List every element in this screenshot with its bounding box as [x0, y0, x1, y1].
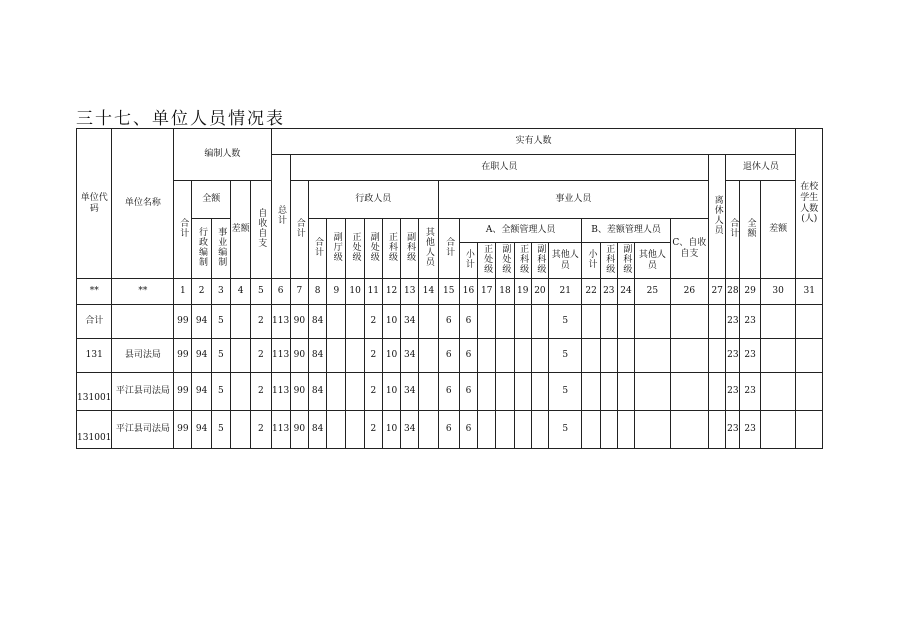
cell: 6 — [459, 373, 477, 411]
cell: 94 — [192, 305, 211, 339]
cell — [709, 373, 726, 411]
cell — [617, 339, 634, 373]
cell — [635, 373, 670, 411]
cell — [760, 339, 796, 373]
cell: 99 — [174, 373, 192, 411]
bianzhi-header: 编制人数 — [174, 129, 271, 181]
index-cell: 31 — [796, 279, 823, 305]
cell — [230, 339, 250, 373]
cell: 6 — [438, 305, 459, 339]
table-row — [77, 373, 823, 411]
cell — [496, 373, 514, 411]
cell — [327, 411, 346, 449]
retired-heji-header: 合计 — [726, 181, 740, 279]
cell — [617, 305, 634, 339]
a-zheng-chu-header: 正处级 — [478, 243, 496, 279]
cell — [230, 373, 250, 411]
cell: 6 — [459, 339, 477, 373]
cell: 5 — [211, 305, 230, 339]
lixiu-header: 离休人员 — [709, 155, 726, 279]
a-qita-header: 其他人员 — [549, 243, 582, 279]
cell — [760, 373, 796, 411]
row-code: 131001 — [77, 411, 112, 449]
cell — [496, 339, 514, 373]
cell: 99 — [174, 305, 192, 339]
cell — [478, 305, 496, 339]
cell: 5 — [549, 373, 582, 411]
cell: 2 — [251, 411, 271, 449]
index-cell: 23 — [600, 279, 617, 305]
zheng-chu-header: 正处级 — [346, 219, 364, 279]
xz-heji-header: 合计 — [308, 219, 326, 279]
page-title: 三十七、单位人员情况表 — [76, 109, 285, 129]
xingzheng-header: 行政人员 — [308, 181, 438, 219]
cell — [635, 411, 670, 449]
b-fu-ke-header: 副科级 — [617, 243, 634, 279]
index-cell: 25 — [635, 279, 670, 305]
in-service-heji-header: 合计 — [290, 181, 308, 279]
cell — [617, 373, 634, 411]
cell: 94 — [192, 411, 211, 449]
cell — [346, 373, 364, 411]
retired-quan-e-header: 全额 — [740, 181, 760, 279]
cell — [600, 411, 617, 449]
index-cell: 20 — [531, 279, 548, 305]
cell: 94 — [192, 339, 211, 373]
index-cell: 10 — [346, 279, 364, 305]
zongji-header: 总计 — [271, 155, 290, 279]
cell: 10 — [382, 339, 400, 373]
cell — [230, 411, 250, 449]
heji-header: 合计 — [174, 181, 192, 279]
retired-header: 退休人员 — [726, 155, 796, 181]
cell — [600, 305, 617, 339]
sy-heji-header: 合计 — [438, 219, 459, 279]
cell — [514, 411, 531, 449]
cell: 23 — [740, 411, 760, 449]
cell: 84 — [308, 305, 326, 339]
cell — [670, 411, 708, 449]
cell: 90 — [290, 305, 308, 339]
index-cell: 11 — [364, 279, 382, 305]
index-cell: 24 — [617, 279, 634, 305]
cell — [670, 373, 708, 411]
cell — [514, 339, 531, 373]
cell: 90 — [290, 411, 308, 449]
index-cell: 22 — [582, 279, 600, 305]
index-cell: 2 — [192, 279, 211, 305]
cell: 99 — [174, 339, 192, 373]
cell: 90 — [290, 373, 308, 411]
cell — [327, 305, 346, 339]
cell — [496, 305, 514, 339]
cell: 6 — [459, 305, 477, 339]
in-service-header: 在职人员 — [290, 155, 708, 181]
cell — [635, 339, 670, 373]
index-cell: 9 — [327, 279, 346, 305]
index-cell: 1 — [174, 279, 192, 305]
cell: 23 — [726, 411, 740, 449]
cell: 6 — [438, 339, 459, 373]
cell — [582, 373, 600, 411]
cell: 99 — [174, 411, 192, 449]
unit-code-header: 单位代码 — [77, 129, 112, 279]
row-code: 131 — [77, 339, 112, 373]
cell — [760, 305, 796, 339]
cell — [531, 411, 548, 449]
cell — [600, 373, 617, 411]
cell: 23 — [740, 373, 760, 411]
fu-chu-header: 副处级 — [364, 219, 382, 279]
zheng-ke-header: 正科级 — [382, 219, 400, 279]
index-code: ** — [77, 279, 112, 305]
cell: 23 — [726, 373, 740, 411]
b-zheng-ke-header: 正科级 — [600, 243, 617, 279]
cell — [531, 305, 548, 339]
cell — [796, 373, 823, 411]
index-cell: 16 — [459, 279, 477, 305]
index-cell: 28 — [726, 279, 740, 305]
index-cell: 19 — [514, 279, 531, 305]
cell: 113 — [271, 373, 290, 411]
shiye-header: 事业人员 — [438, 181, 708, 219]
students-header: 在校学生人数(人) — [796, 129, 823, 279]
cell: 34 — [401, 305, 419, 339]
index-name: ** — [112, 279, 174, 305]
cell: 2 — [364, 411, 382, 449]
cell: 113 — [271, 339, 290, 373]
xingzheng-bianzhi-header: 行政编制 — [192, 219, 211, 279]
cell: 6 — [438, 373, 459, 411]
b-xiaoji-header: 小计 — [582, 243, 600, 279]
cell: 94 — [192, 373, 211, 411]
cell — [514, 373, 531, 411]
retired-cha-e-header: 差额 — [760, 181, 796, 279]
xz-qita-header: 其他人员 — [419, 219, 438, 279]
cell — [531, 373, 548, 411]
cell: 5 — [211, 373, 230, 411]
index-cell: 15 — [438, 279, 459, 305]
unit-personnel-table — [76, 128, 823, 449]
cell — [709, 339, 726, 373]
cell: 2 — [251, 305, 271, 339]
cell: 2 — [364, 373, 382, 411]
cell: 84 — [308, 339, 326, 373]
row-code: 131001 — [77, 373, 112, 411]
cell: 5 — [549, 411, 582, 449]
c-group-header: C、自收自支 — [670, 219, 708, 279]
cell — [478, 373, 496, 411]
index-cell: 29 — [740, 279, 760, 305]
row-name: 县司法局 — [112, 339, 174, 373]
row-code: 合计 — [77, 305, 112, 339]
header-row-1 — [77, 129, 823, 155]
table-row — [77, 305, 823, 339]
cell — [796, 411, 823, 449]
cell — [709, 305, 726, 339]
b-group-header: B、差额管理人员 — [582, 219, 670, 243]
cell: 5 — [549, 305, 582, 339]
cell — [670, 305, 708, 339]
index-cell: 27 — [709, 279, 726, 305]
index-cell: 30 — [760, 279, 796, 305]
index-cell: 18 — [496, 279, 514, 305]
cell — [346, 411, 364, 449]
row-name: 平江县司法局 — [112, 411, 174, 449]
cell — [514, 305, 531, 339]
cell: 10 — [382, 411, 400, 449]
zishou-header: 自收自支 — [251, 181, 271, 279]
cell: 23 — [740, 305, 760, 339]
cell: 34 — [401, 339, 419, 373]
unit-name-header: 单位名称 — [112, 129, 174, 279]
index-cell: 14 — [419, 279, 438, 305]
cell: 84 — [308, 373, 326, 411]
index-row — [77, 279, 823, 305]
cell: 2 — [251, 373, 271, 411]
cell — [419, 373, 438, 411]
cell — [760, 411, 796, 449]
cell: 5 — [211, 411, 230, 449]
index-cell: 4 — [230, 279, 250, 305]
cell: 6 — [438, 411, 459, 449]
a-xiaoji-header: 小计 — [459, 243, 477, 279]
index-cell: 21 — [549, 279, 582, 305]
cell: 10 — [382, 373, 400, 411]
cell — [635, 305, 670, 339]
cell: 23 — [740, 339, 760, 373]
a-fu-chu-header: 副处级 — [496, 243, 514, 279]
index-cell: 17 — [478, 279, 496, 305]
index-cell: 26 — [670, 279, 708, 305]
index-cell: 12 — [382, 279, 400, 305]
cell — [582, 339, 600, 373]
cell — [478, 339, 496, 373]
cell: 2 — [364, 305, 382, 339]
cell — [617, 411, 634, 449]
cell — [419, 339, 438, 373]
cell: 113 — [271, 411, 290, 449]
a-zheng-ke-header: 正科级 — [514, 243, 531, 279]
cell: 5 — [211, 339, 230, 373]
cell: 90 — [290, 339, 308, 373]
index-cell: 8 — [308, 279, 326, 305]
index-cell: 7 — [290, 279, 308, 305]
a-group-header: A、全额管理人员 — [459, 219, 582, 243]
cell — [327, 373, 346, 411]
cell — [346, 339, 364, 373]
cell — [419, 305, 438, 339]
cell: 5 — [549, 339, 582, 373]
quan-e-header: 全额 — [192, 181, 230, 219]
shiye-bianzhi-header: 事业编制 — [211, 219, 230, 279]
table-row — [77, 339, 823, 373]
cell — [582, 305, 600, 339]
cell — [496, 411, 514, 449]
cell: 10 — [382, 305, 400, 339]
cell — [327, 339, 346, 373]
cell: 113 — [271, 305, 290, 339]
cha-e-header: 差额 — [230, 181, 250, 279]
index-cell: 5 — [251, 279, 271, 305]
row-name — [112, 305, 174, 339]
fu-ke-header: 副科级 — [401, 219, 419, 279]
cell: 23 — [726, 305, 740, 339]
cell — [346, 305, 364, 339]
cell — [582, 411, 600, 449]
cell — [478, 411, 496, 449]
cell: 6 — [459, 411, 477, 449]
cell — [709, 411, 726, 449]
fu-ting-header: 副厅级 — [327, 219, 346, 279]
cell — [670, 339, 708, 373]
cell: 34 — [401, 411, 419, 449]
row-name: 平江县司法局 — [112, 373, 174, 411]
cell — [796, 339, 823, 373]
index-cell: 13 — [401, 279, 419, 305]
b-qita-header: 其他人员 — [635, 243, 670, 279]
table-row — [77, 411, 823, 449]
cell: 84 — [308, 411, 326, 449]
cell — [230, 305, 250, 339]
index-cell: 6 — [271, 279, 290, 305]
a-fu-ke-header: 副科级 — [531, 243, 548, 279]
cell: 2 — [364, 339, 382, 373]
cell: 34 — [401, 373, 419, 411]
actual-header: 实有人数 — [271, 129, 796, 155]
cell: 23 — [726, 339, 740, 373]
index-cell: 3 — [211, 279, 230, 305]
cell: 2 — [251, 339, 271, 373]
cell — [600, 339, 617, 373]
cell — [796, 305, 823, 339]
cell — [419, 411, 438, 449]
cell — [531, 339, 548, 373]
